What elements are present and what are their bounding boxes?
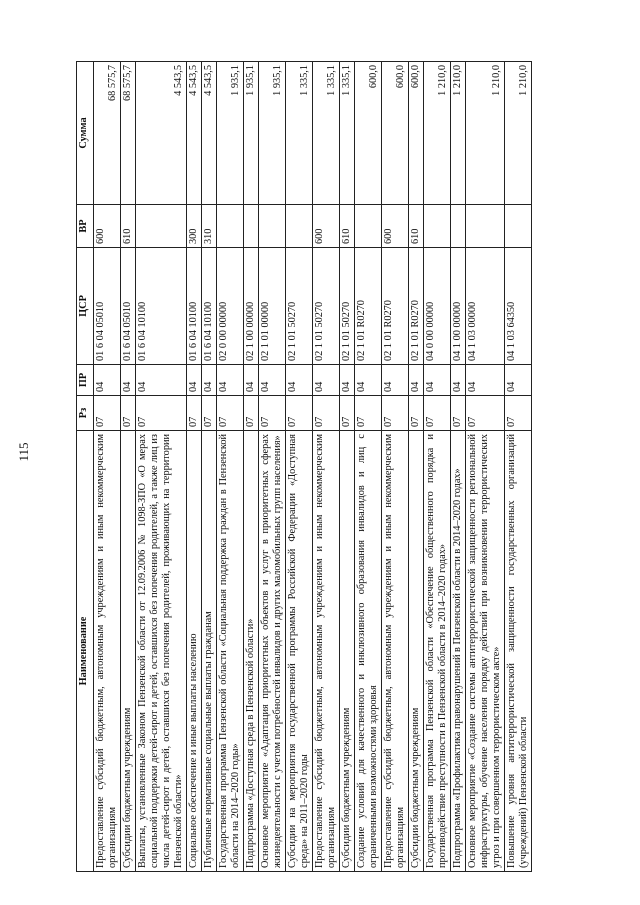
rotated-table-area — [76, 62, 596, 872]
table-row — [121, 62, 136, 872]
row-sum: 68 575,7 — [94, 62, 121, 205]
row-vr — [286, 205, 313, 248]
row-csr: 02 1 01 R0270 — [382, 248, 409, 365]
row-csr: 02 1 01 50270 — [340, 248, 355, 365]
row-rz: 07 — [259, 396, 286, 431]
row-name: Субсидии на мероприятия государственной программы Российской Федерации «Доступная среда» на 2011–2020 годы — [286, 431, 313, 872]
table-row — [136, 62, 187, 872]
row-rz: 07 — [286, 396, 313, 431]
row-rz: 07 — [244, 396, 259, 431]
row-csr: 02 1 01 00000 — [259, 248, 286, 365]
row-vr — [259, 205, 286, 248]
row-vr — [466, 205, 505, 248]
row-pr: 04 — [202, 365, 217, 396]
table-row — [424, 62, 451, 872]
row-name: Предоставление субсидий бюджетным, автономным учреждениям и иным некоммерческим организациям — [313, 431, 340, 872]
page-number: 115 — [16, 442, 31, 462]
row-pr: 04 — [424, 365, 451, 396]
row-csr: 01 6 04 05010 — [121, 248, 136, 365]
row-name: Создание условий для качественного и инклюзивного образования инвалидов и лиц с ограниченными возможностями здоровья — [355, 431, 382, 872]
table-row — [505, 62, 532, 872]
header-vr: ВР — [77, 205, 94, 248]
row-csr: 01 6 04 10100 — [136, 248, 187, 365]
row-vr: 600 — [313, 205, 340, 248]
table-row — [244, 62, 259, 872]
row-csr: 02 1 00 00000 — [244, 248, 259, 365]
row-rz: 07 — [466, 396, 505, 431]
row-sum: 600,0 — [409, 62, 424, 205]
row-name: Подпрограмма «Доступная среда в Пензенской области» — [244, 431, 259, 872]
row-pr: 04 — [505, 365, 532, 396]
row-sum: 4 543,5 — [136, 62, 187, 205]
row-rz: 07 — [505, 396, 532, 431]
row-sum: 1 335,1 — [286, 62, 313, 205]
table-row — [94, 62, 121, 872]
row-csr: 01 6 04 10100 — [187, 248, 202, 365]
row-csr: 04 0 00 00000 — [424, 248, 451, 365]
row-name: Повышение уровня антитеррористической защищенности государственных организаций (учреждений) Пензенской области — [505, 431, 532, 872]
row-rz: 07 — [217, 396, 244, 431]
row-csr: 02 1 01 50270 — [286, 248, 313, 365]
header-sum: Сумма — [77, 62, 94, 205]
row-pr: 04 — [94, 365, 121, 396]
row-rz: 07 — [382, 396, 409, 431]
budget-table — [76, 61, 532, 872]
header-rz: Рз — [77, 396, 94, 431]
row-rz: 07 — [202, 396, 217, 431]
row-csr: 02 0 00 00000 — [217, 248, 244, 365]
row-sum: 1 935,1 — [244, 62, 259, 205]
row-pr: 04 — [244, 365, 259, 396]
row-pr: 04 — [187, 365, 202, 396]
table-row — [217, 62, 244, 872]
row-csr: 04 1 03 64350 — [505, 248, 532, 365]
row-name: Предоставление субсидий бюджетным, автономным учреждениям и иным некоммерческим организациям — [382, 431, 409, 872]
row-pr: 04 — [286, 365, 313, 396]
row-sum: 4 543,5 — [202, 62, 217, 205]
row-rz: 07 — [121, 396, 136, 431]
row-name: Основное мероприятие «Создание системы антитеррористической защищенности региональной инфраструктуры, обучение населения порядку действий при возникновении террористических угроз и при совершенном террористическом акте» — [466, 431, 505, 872]
table-row — [355, 62, 382, 872]
row-pr: 04 — [136, 365, 187, 396]
row-vr — [424, 205, 451, 248]
row-name: Субсидии бюджетным учреждениям — [340, 431, 355, 872]
table-body — [94, 62, 532, 872]
row-vr: 300 — [187, 205, 202, 248]
row-rz: 07 — [187, 396, 202, 431]
header-pr: ПР — [77, 365, 94, 396]
row-vr: 610 — [409, 205, 424, 248]
header-csr: ЦСР — [77, 248, 94, 365]
row-csr: 02 1 01 R0270 — [355, 248, 382, 365]
row-pr: 04 — [451, 365, 466, 396]
row-pr: 04 — [382, 365, 409, 396]
row-pr: 04 — [355, 365, 382, 396]
table-row — [340, 62, 355, 872]
row-csr: 01 6 04 05010 — [94, 248, 121, 365]
row-csr: 02 1 01 R0270 — [409, 248, 424, 365]
row-rz: 07 — [355, 396, 382, 431]
row-vr — [244, 205, 259, 248]
row-sum: 1 935,1 — [217, 62, 244, 205]
row-pr: 04 — [313, 365, 340, 396]
row-name: Государственная программа Пензенской области «Социальная поддержка граждан в Пензенской области на 2014–2020 годы» — [217, 431, 244, 872]
row-name: Основное мероприятие «Адаптация приоритетных объектов и услуг в приоритетных сферах жизнедеятельности с учетом потребностей инвалидов и других маломобильных групп населения» — [259, 431, 286, 872]
row-vr: 610 — [340, 205, 355, 248]
header-name: Наименование — [77, 431, 94, 872]
row-name: Подпрограмма «Профилактика правонарушений в Пензенской области в 2014–2020 годах» — [451, 431, 466, 872]
table-row — [451, 62, 466, 872]
row-name: Предоставление субсидий бюджетным, автономным учреждениям и иным некоммерческим организациям — [94, 431, 121, 872]
row-vr — [505, 205, 532, 248]
row-sum: 1 210,0 — [505, 62, 532, 205]
row-pr: 04 — [217, 365, 244, 396]
row-vr: 600 — [382, 205, 409, 248]
table-row — [286, 62, 313, 872]
row-sum: 4 543,5 — [187, 62, 202, 205]
row-sum: 68 575,7 — [121, 62, 136, 205]
row-name: Публичные нормативные социальные выплаты гражданам — [202, 431, 217, 872]
row-vr: 610 — [121, 205, 136, 248]
row-csr: 04 1 00 00000 — [451, 248, 466, 365]
row-sum: 1 935,1 — [259, 62, 286, 205]
table-row — [187, 62, 202, 872]
row-vr — [217, 205, 244, 248]
table-row — [259, 62, 286, 872]
row-name: Выплаты, установленные Законом Пензенской области от 12.09.2006 № 1098-ЗПО «О мерах социальной поддержки детей-сирот и детей, оставшихся без попечения родителей, а также лиц из числа детей-сирот и детей, оставшихся без попечения родителей, проживающих на территории Пензенской области» — [136, 431, 187, 872]
row-sum: 1 335,1 — [340, 62, 355, 205]
row-rz: 07 — [313, 396, 340, 431]
row-csr: 04 1 03 00000 — [466, 248, 505, 365]
row-pr: 04 — [121, 365, 136, 396]
row-vr — [136, 205, 187, 248]
row-sum: 1 210,0 — [466, 62, 505, 205]
table-row — [382, 62, 409, 872]
row-rz: 07 — [424, 396, 451, 431]
row-vr — [355, 205, 382, 248]
row-rz: 07 — [340, 396, 355, 431]
row-rz: 07 — [451, 396, 466, 431]
row-sum: 1 210,0 — [451, 62, 466, 205]
row-sum: 1 335,1 — [313, 62, 340, 205]
row-csr: 01 6 04 10100 — [202, 248, 217, 365]
row-pr: 04 — [259, 365, 286, 396]
row-csr: 02 1 01 50270 — [313, 248, 340, 365]
row-rz: 07 — [409, 396, 424, 431]
table-header-row — [77, 62, 94, 872]
row-vr: 310 — [202, 205, 217, 248]
row-rz: 07 — [136, 396, 187, 431]
row-vr — [451, 205, 466, 248]
table-row — [409, 62, 424, 872]
row-vr: 600 — [94, 205, 121, 248]
row-name: Субсидии бюджетным учреждениям — [121, 431, 136, 872]
table-row — [466, 62, 505, 872]
row-pr: 04 — [466, 365, 505, 396]
row-name: Социальное обеспечение и иные выплаты населению — [187, 431, 202, 872]
row-pr: 04 — [409, 365, 424, 396]
row-sum: 1 210,0 — [424, 62, 451, 205]
row-sum: 600,0 — [382, 62, 409, 205]
row-name: Субсидии бюджетным учреждениям — [409, 431, 424, 872]
table-row — [313, 62, 340, 872]
row-pr: 04 — [340, 365, 355, 396]
row-sum: 600,0 — [355, 62, 382, 205]
table-row — [202, 62, 217, 872]
row-rz: 07 — [94, 396, 121, 431]
row-name: Государственная программа Пензенской области «Обеспечение общественного порядка и противодействие преступности в Пензенской области в 2014–2020 годах» — [424, 431, 451, 872]
